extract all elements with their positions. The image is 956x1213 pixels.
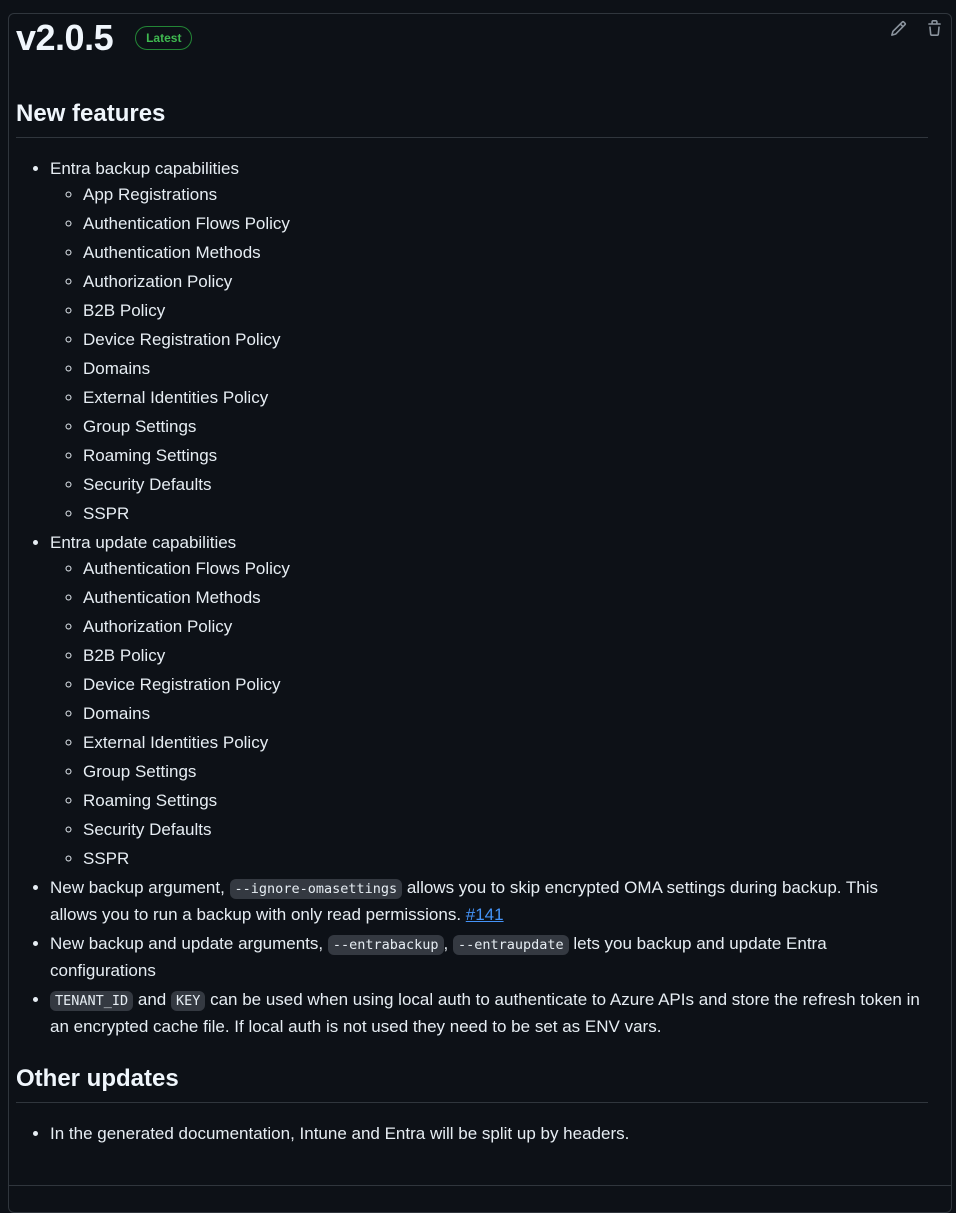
arg1-text-after: allows you to skip encrypted OMA settings during backup. This allows you to run a backup with only read permissions.	[50, 877, 879, 924]
list-item	[50, 875, 928, 927]
release-header	[16, 17, 192, 58]
release-actions	[888, 20, 944, 40]
latest-badge: Latest	[135, 26, 192, 50]
pencil-icon	[890, 20, 907, 37]
list-item: ◦ Roaming Settings	[83, 788, 928, 813]
list-item: ◦ Authorization Policy	[83, 269, 928, 294]
list-item: ◦ Security Defaults	[83, 472, 928, 497]
list-item	[50, 156, 928, 526]
list-item: ◦ Security Defaults	[83, 817, 928, 842]
list-item	[50, 987, 928, 1039]
code-entrabackup: --entrabackup	[328, 935, 444, 955]
section-heading-new-features: New features	[16, 100, 928, 138]
edit-button[interactable]	[888, 20, 908, 40]
list-item: ◦ Group Settings	[83, 414, 928, 439]
release-version[interactable]: v2.0.5	[16, 17, 114, 58]
arg2-separator: ,	[443, 933, 453, 953]
code-key: KEY	[171, 991, 205, 1011]
arg2-text-after: lets you backup and update Entra configurations	[50, 933, 827, 980]
release-notes	[16, 100, 928, 1150]
list-item: ◦ Authorization Policy	[83, 614, 928, 639]
list-item: ◦ SSPR	[83, 501, 928, 526]
divider	[8, 1185, 952, 1186]
backup-label: Entra backup capabilities	[50, 158, 240, 178]
list-item: ◦ Authentication Methods	[83, 585, 928, 610]
update-label: Entra update capabilities	[50, 532, 237, 552]
code-tenant-id: TENANT_ID	[50, 991, 133, 1011]
list-item: ◦ SSPR	[83, 846, 928, 871]
auth-text-after: can be used when using local auth to authenticate to Azure APIs and store the refresh token in an encrypted cache file. If local auth is not used they need to be set as ENV vars.	[50, 989, 920, 1036]
code-ignore-omasettings: --ignore-omasettings	[230, 879, 403, 899]
list-item	[50, 530, 928, 871]
list-item: ◦ Domains	[83, 356, 928, 381]
list-item: ◦ App Registrations	[83, 182, 928, 207]
list-item: ◦ B2B Policy	[83, 298, 928, 323]
list-item: • In the generated documentation, Intune and Entra will be split up by headers.	[50, 1121, 928, 1146]
backup-sublist	[50, 182, 928, 526]
list-item: ◦ Authentication Flows Policy	[83, 556, 928, 581]
list-item: ◦ Device Registration Policy	[83, 672, 928, 697]
list-item: ◦ Authentication Methods	[83, 240, 928, 265]
list-item: ◦ Authentication Flows Policy	[83, 211, 928, 236]
arg1-text: New backup argument,	[50, 877, 230, 897]
list-item: ◦ Group Settings	[83, 759, 928, 784]
list-item: ◦ Domains	[83, 701, 928, 726]
list-item: ◦ Roaming Settings	[83, 443, 928, 468]
list-item	[50, 931, 928, 983]
section-heading-other-updates: Other updates	[16, 1065, 928, 1103]
trash-icon	[926, 20, 943, 37]
delete-button[interactable]	[924, 20, 944, 40]
arg2-text: New backup and update arguments,	[50, 933, 328, 953]
update-sublist	[50, 556, 928, 871]
other-updates-section	[16, 1065, 928, 1146]
list-item: ◦ Device Registration Policy	[83, 327, 928, 352]
code-entraupdate: --entraupdate	[453, 935, 569, 955]
issue-link[interactable]: #141	[465, 904, 504, 924]
list-item: ◦ B2B Policy	[83, 643, 928, 668]
list-item: ◦ External Identities Policy	[83, 730, 928, 755]
list-item: ◦ External Identities Policy	[83, 385, 928, 410]
auth-text-mid: and	[133, 989, 171, 1009]
other-updates-list	[16, 1121, 928, 1146]
features-list	[16, 156, 928, 1039]
